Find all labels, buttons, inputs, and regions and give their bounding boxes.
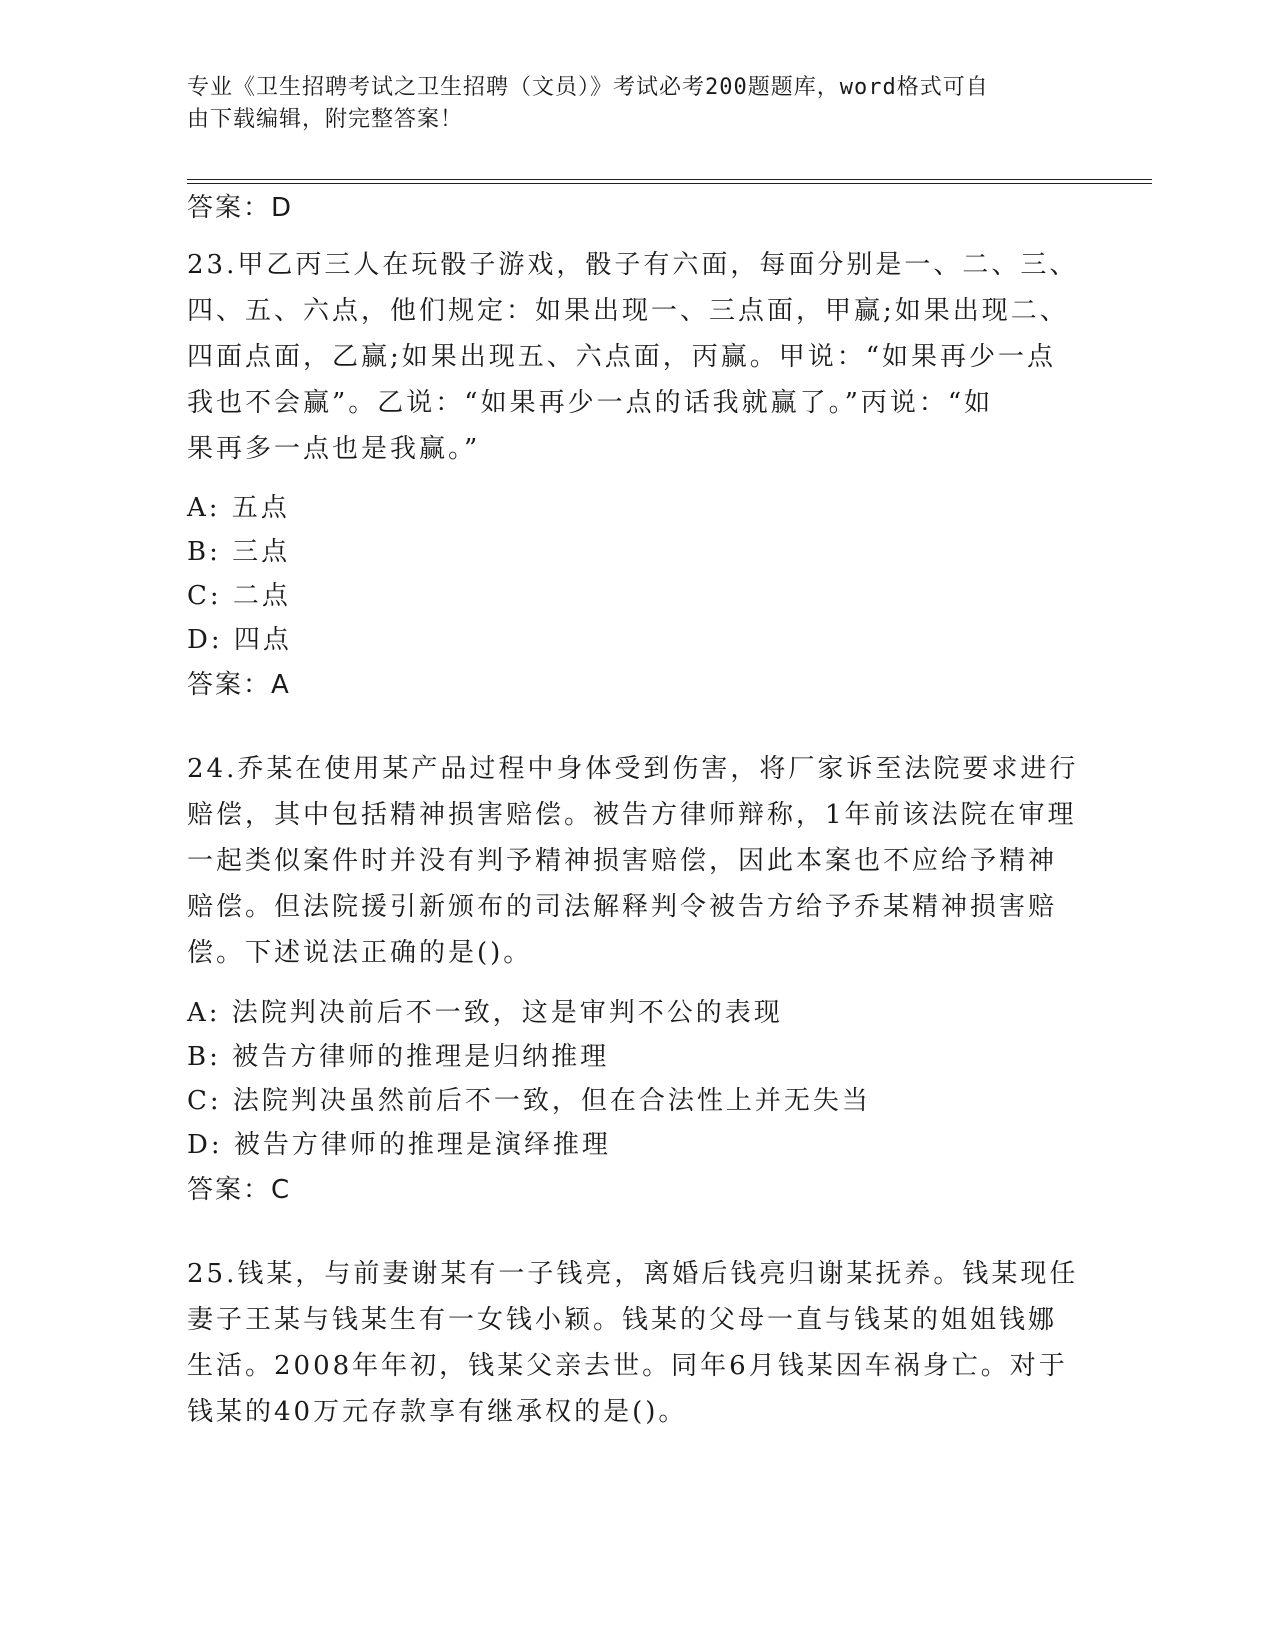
question-23-option-b: B: 三点 (187, 537, 291, 567)
stem-line: 妻子王某与钱某生有一女钱小颖。钱某的父母一直与钱某的姐姐钱娜 (187, 1305, 1058, 1335)
question-24-stem (187, 746, 1087, 976)
stem-line: 生活。2008年年初，钱某父亲去世。同年6月钱某因车祸身亡。对于 (187, 1351, 1068, 1381)
stem-line: 一起类似案件时并没有判予精神损害赔偿，因此本案也不应给予精神 (187, 846, 1058, 876)
stem-line: 25.钱某，与前妻谢某有一子钱亮，离婚后钱亮归谢某抚养。钱某现任 (187, 1259, 1079, 1289)
question-23-option-c: C: 二点 (187, 581, 291, 611)
answer-line: 答案：D (187, 193, 294, 223)
stem-line: 果再多一点也是我赢。” (187, 434, 481, 464)
header-line-1: 专业《卫生招聘考试之卫生招聘（文员）》考试必考200题题库，word格式可自 (187, 75, 989, 100)
stem-line: 四面点面，乙赢;如果出现五、六点面，丙赢。甲说：“如果再少一点 (187, 342, 1057, 372)
stem-line: 钱某的40万元存款享有继承权的是()。 (187, 1397, 688, 1427)
question-23-answer: 答案：A (187, 670, 291, 700)
stem-line: 偿。下述说法正确的是()。 (187, 938, 533, 968)
question-24-option-a: A: 法院判决前后不一致，这是审判不公的表现 (187, 998, 783, 1028)
question-24-option-d: D: 被告方律师的推理是演绎推理 (187, 1130, 611, 1160)
stem-line: 23.甲乙丙三人在玩骰子游戏，骰子有六面，每面分别是一、二、三、 (187, 250, 1079, 280)
question-23-option-a: A: 五点 (187, 493, 290, 523)
question-24-option-b: B: 被告方律师的推理是归纳推理 (187, 1042, 610, 1072)
header-rule-top (187, 179, 1152, 180)
stem-line: 我也不会赢”。乙说：“如果再少一点的话我就赢了。”丙说：“如 (187, 388, 994, 418)
stem-line: 24.乔某在使用某产品过程中身体受到伤害，将厂家诉至法院要求进行 (187, 754, 1079, 784)
question-25-stem (187, 1251, 1087, 1435)
question-24-option-c: C: 法院判决虽然前后不一致，但在合法性上并无失当 (187, 1086, 871, 1116)
stem-line: 赔偿，其中包括精神损害赔偿。被告方律师辩称，1年前该法院在审理 (187, 800, 1077, 830)
header-rule-bottom (187, 183, 1152, 184)
stem-line: 赔偿。但法院援引新颁布的司法解释判令被告方给予乔某精神损害赔 (187, 892, 1058, 922)
header-line-2: 由下载编辑，附完整答案！ (187, 107, 464, 132)
question-24-answer: 答案：C (187, 1175, 292, 1205)
document-header (187, 72, 1067, 136)
stem-line: 四、五、六点，他们规定：如果出现一、三点面，甲赢;如果出现二、 (187, 296, 1069, 326)
question-23-stem (187, 242, 1087, 472)
question-23-option-d: D: 四点 (187, 625, 292, 655)
